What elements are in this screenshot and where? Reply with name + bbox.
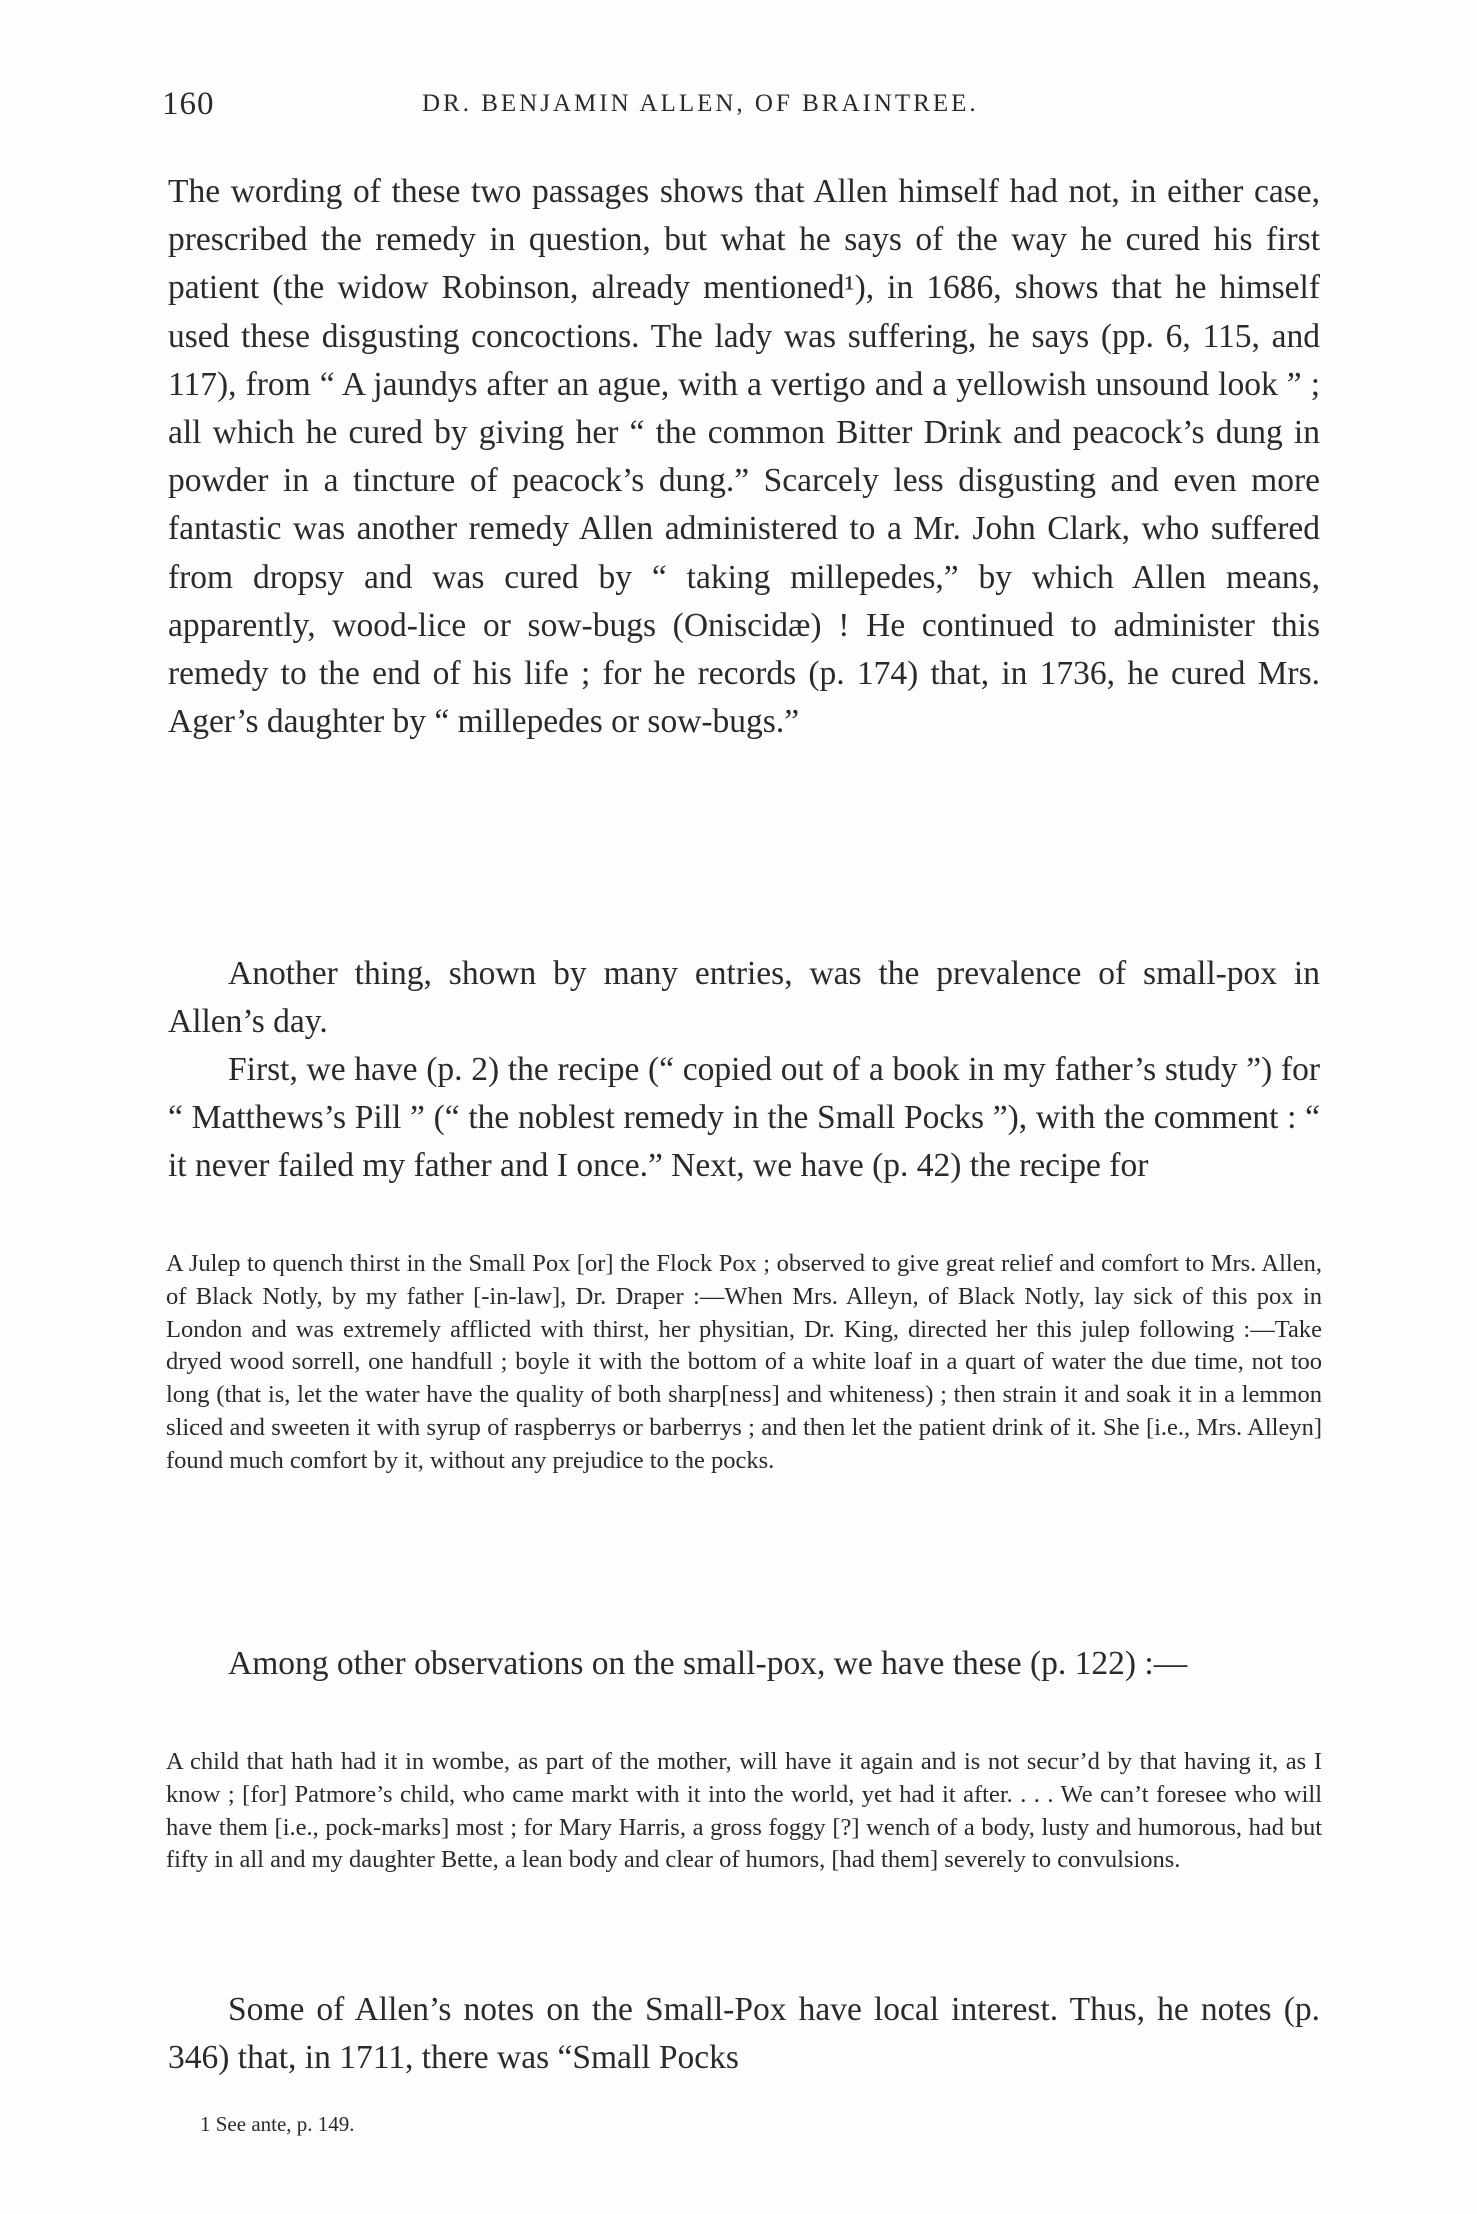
block-quote: A Julep to quench thirst in the Small Pox [or] the Flock Pox ; observed to give great relief and comfort to Mrs. Allen, of Black Notly, by my father [-in-law], Dr. Draper :—When Mrs. Alleyn, of Black Notly, lay sick of this pox in London and was extremely afflicted with thirst, her physitian, Dr. King, directed her this julep following :—Take dryed wood sorrell, one handfull ; boyle it with the bottom of a white loaf in a quart of water the due time, not too long (that is, let the water have the quality of both sharp[ness] and whiteness) ; then strain it and soak it in a lemmon sliced and sweeten it with syrup of raspberrys or barberrys ; and then let the patient drink of it. She [i.e., Mrs. Alleyn] found much comfort by it, without any prejudice to the pocks.: [166, 1250, 1322, 1474]
page-number: 160: [162, 86, 215, 122]
body-paragraph: Another thing, shown by many entries, was the prevalence of small-pox in Allen’s day.: [168, 955, 1320, 1041]
footnote: 1 See ante, p. 149.: [200, 2112, 355, 2136]
running-head: DR. BENJAMIN ALLEN, OF BRAINTREE.: [422, 90, 979, 117]
body-paragraph: First, we have (p. 2) the recipe (“ copied out of a book in my father’s study ”) for “ Matthews’s Pill ” (“ the noblest remedy in the Small Pocks ”), with the comment : “ it never failed my father and I once.” Next, we have (p. 42) the recipe for: [168, 1051, 1320, 1185]
body-paragraph: The wording of these two passages shows that Allen himself had not, in either case, prescribed the remedy in question, but what he says of the way he cured his first patient (the widow Robinson, already mentioned¹), in 1686, shows that he himself used these disgusting concoctions. The lady was suffering, he says (pp. 6, 115, and 117), from “ A jaundys after an ague, with a vertigo and a yellowish unsound look ” ; all which he cured by giving her “ the common Bitter Drink and peacock’s dung in powder in a tincture of peacock’s dung.” Scarcely less disgusting and even more fantastic was another remedy Allen administered to a Mr. John Clark, who suffered from dropsy and was cured by “ taking millepedes,” by which Allen means, apparently, wood-lice or sow-bugs (Oniscidæ) ! He continued to administer this remedy to the end of his life ; for he records (p. 174) that, in 1736, he cured Mrs. Ager’s daughter by “ millepedes or sow-bugs.”: [168, 173, 1320, 741]
block-quote: A child that hath had it in wombe, as part of the mother, will have it again and is not secur’d by that having it, as I know ; [for] Patmore’s child, who came markt with it into the world, yet had it after. . . . We can’t foresee who will have them [i.e., pock-marks] most ; for Mary Harris, a gross foggy [?] wench of a body, lusty and humorous, had but fifty in all and my daughter Bette, a lean body and clear of humors, [had them] severely to convulsions.: [166, 1748, 1322, 1874]
body-paragraph: Among other observations on the small-pox, we have these (p. 122) :—: [228, 1645, 1188, 1682]
body-paragraph: Some of Allen’s notes on the Small-Pox have local interest. Thus, he notes (p. 346) that, in 1711, there was “Small Pocks: [168, 1991, 1320, 2077]
page-header: [162, 86, 1327, 126]
